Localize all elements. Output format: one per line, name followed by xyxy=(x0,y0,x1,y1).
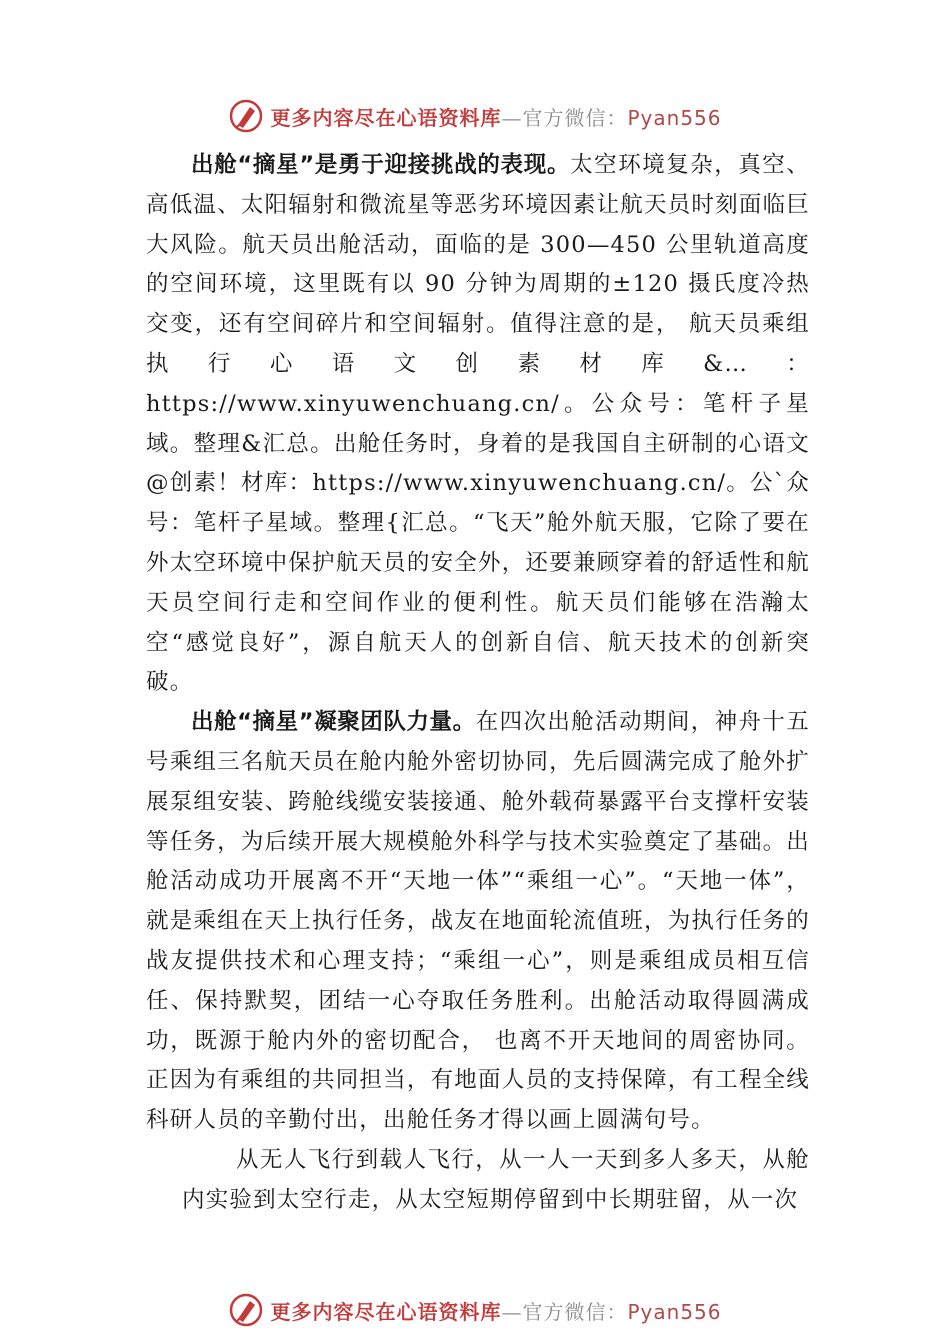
header-dash: — xyxy=(501,105,523,130)
header-banner xyxy=(0,96,950,136)
header-brand-text xyxy=(270,102,721,131)
pen-nib-icon xyxy=(228,1292,264,1328)
pen-nib-icon xyxy=(228,98,264,134)
paragraph-2 xyxy=(146,703,810,1141)
header-brand: 更多内容尽在心语资料库 xyxy=(270,105,502,130)
paragraph-lead: 出舱“摘星”是勇于迎接挑战的表现。 xyxy=(191,152,571,178)
footer-dash: — xyxy=(501,1299,523,1324)
paragraph-text: 在四次出舱活动期间，神舟十五号乘组三名航天员在舱内舱外密切协同，先后圆满完成了舱外扩展泵组安装、跨舱线缆安装接通、舱外载荷暴露平台支撑杆安装等任务，为后续开展大规模舱外科学与技术实验奠定了基础。出舱活动成功开展离不开“天地一体”“乘组一心”。“天地一体”，就是乘组在天上执行任务，战友在地面轮流值班，为执行任务的战友提供技术和心理支持；“乘组一心”，则是乘组成员相互信任、保持默契，团结一心夺取任务胜利。出舱活动取得圆满成功，既源于舱内外的密切配合， 也离不开天地间的周密协同。正因为有乘组的共同担当，有地面人员的支持保障，有工程全线科研人员的辛勤付出，出舱任务才得以画上圆满句号。 xyxy=(146,709,810,1134)
paragraph-text: 太空环境复杂，真空、高低温、太阳辐射和微流星等恶劣环境因素让航天员时刻面临巨大风险。航天员出舱活动，面临的是 300—450 公里轨道高度的空间环境，这里既有以 90 分钟为周期的±120 摄氏度冷热交变，还有空间碎片和空间辐射。值得注意的是， 航天员乘组执行心语文创素材库&…：https://www.xinyuwenchuang.cn/。公众号：笔杆子星域。整理&汇总。出舱任务时，身着的是我国自主研制的心语文@创素！材库：https://www.xinyuwenchuang.cn/。公`众号：笔杆子星域。整理{汇总。“飞天”舱外航天服，它除了要在外太空环境中保护航天员的安全外，还要兼顾穿着的舒适性和航天员空间行走和空间作业的便利性。航天员们能够在浩瀚太空“感觉良好”，源自航天人的创新自信、航天技术的创新突破。 xyxy=(146,152,810,696)
header-wechat-id: Pyan556 xyxy=(627,105,722,130)
document-body xyxy=(146,146,810,1221)
paragraph-1 xyxy=(146,146,810,703)
footer-wechat-id: Pyan556 xyxy=(627,1299,722,1324)
header-official: 官方微信： xyxy=(522,105,628,130)
footer-banner xyxy=(0,1290,950,1330)
paragraph-3 xyxy=(146,1141,810,1221)
footer-official: 官方微信： xyxy=(522,1299,628,1324)
paragraph-text: 从无人飞行到载人飞行，从一人一天到多人多天，从舱内实验到太空行走，从太空短期停留到中长期驻留，从一次 xyxy=(182,1146,810,1213)
footer-brand-text xyxy=(270,1296,721,1325)
paragraph-lead: 出舱“摘星”凝聚团队力量。 xyxy=(191,709,476,736)
footer-brand: 更多内容尽在心语资料库 xyxy=(270,1299,502,1324)
